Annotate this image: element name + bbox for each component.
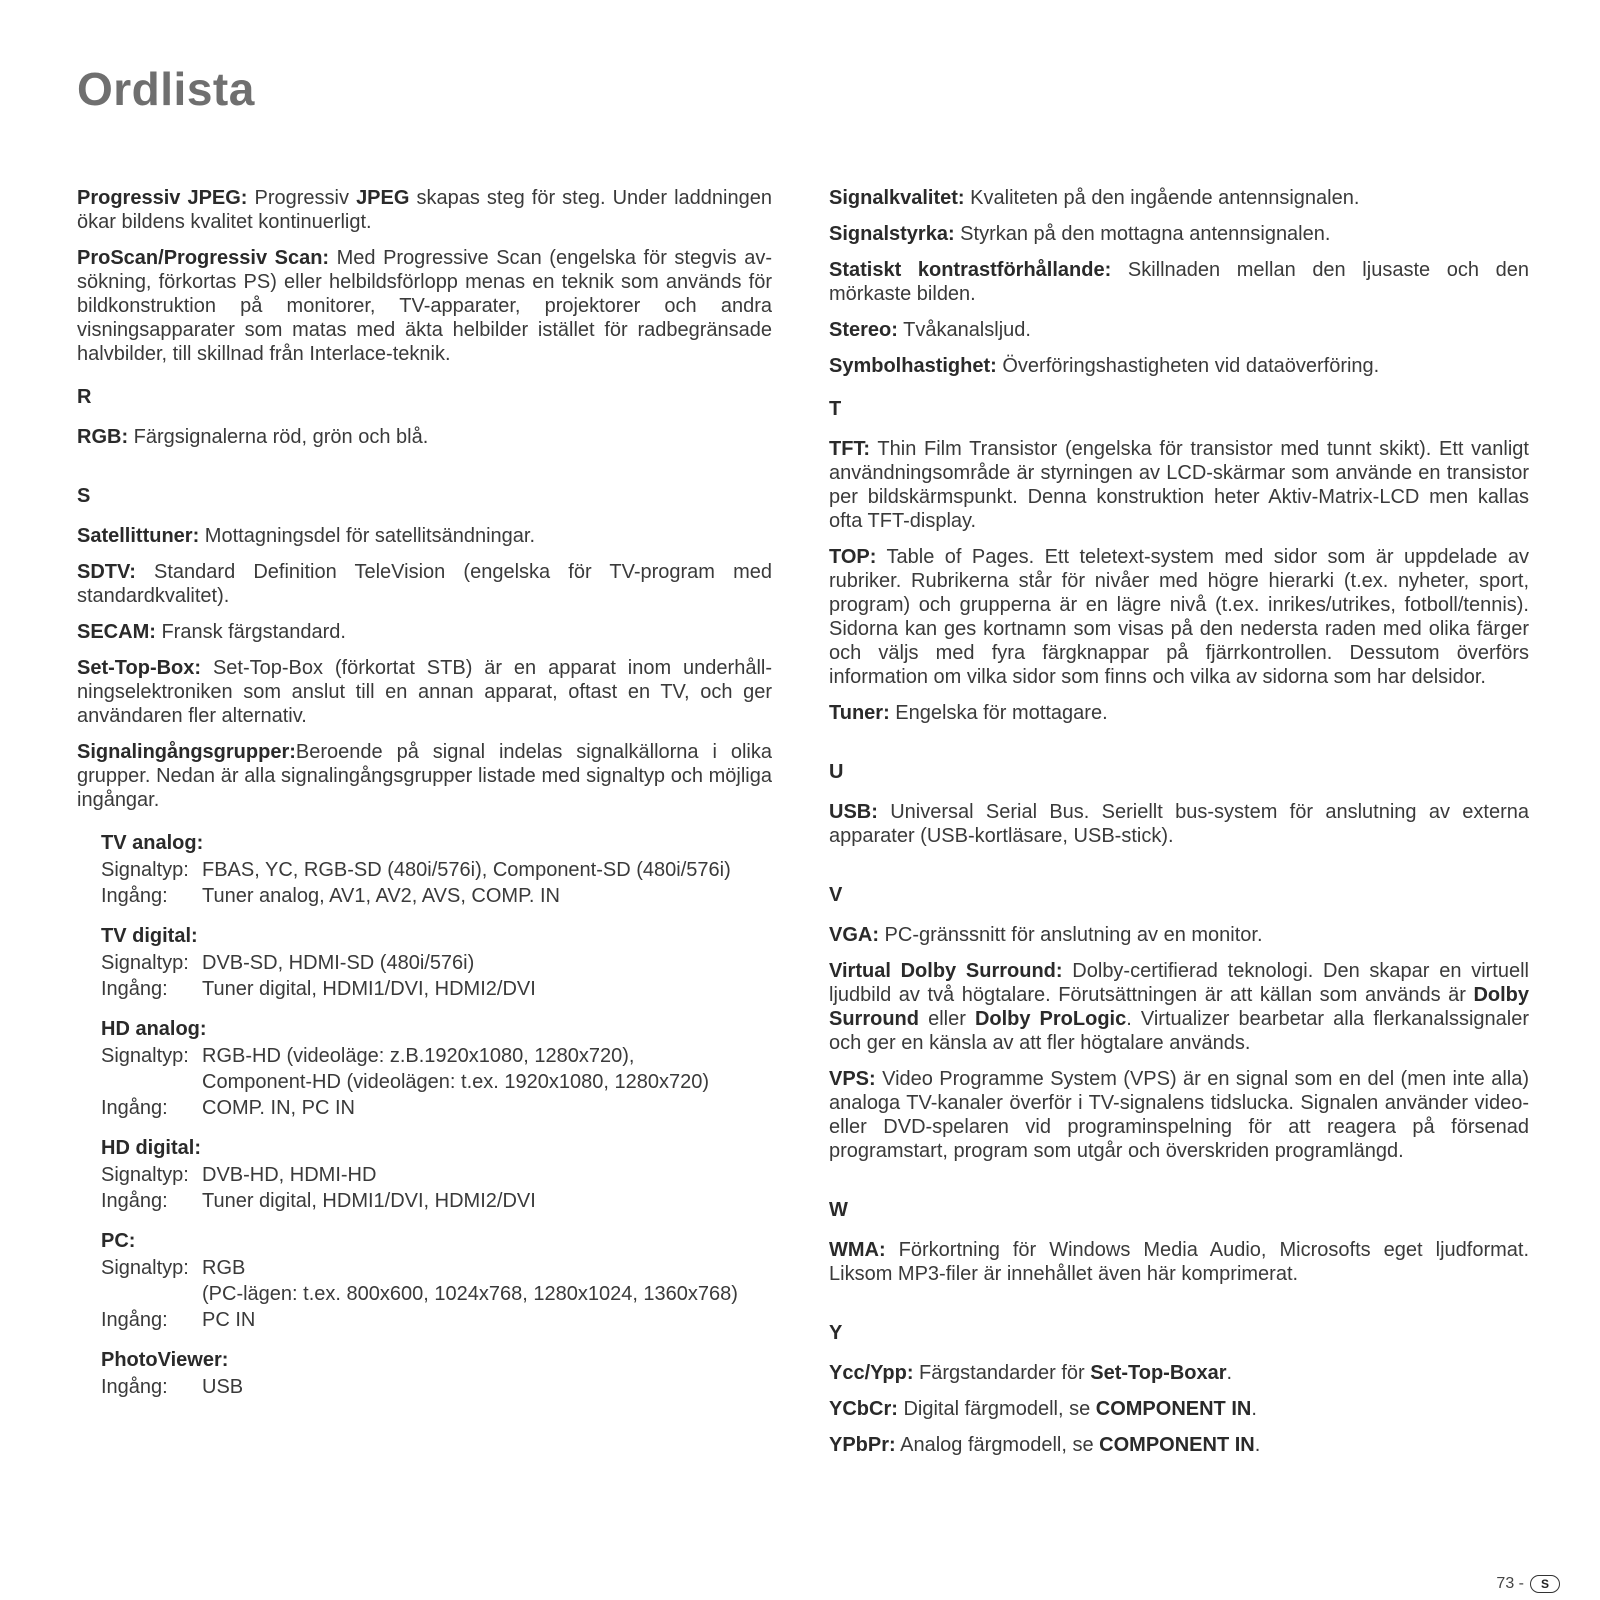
definition-text: Set-Top-Box (förkortat STB) är en apparat inom underhållningselektroniken som anslut till en annan apparat, oftast en TV, och ger användaren fler alternativ. — [77, 657, 772, 727]
glossary-entry — [829, 800, 1529, 848]
right-intro — [829, 186, 1529, 378]
page-number — [1496, 1575, 1560, 1593]
glossary-entry — [77, 246, 772, 366]
page-number-text: 73 - — [1496, 1575, 1524, 1592]
section-letter: W — [829, 1199, 848, 1221]
page-title: Ordlista — [77, 63, 255, 115]
glossary-entry — [829, 1397, 1529, 1421]
definition-text: . — [1251, 1398, 1257, 1420]
signal-group — [101, 1135, 772, 1214]
signal-row-label: Signaltyp: — [101, 1164, 189, 1186]
signal-group-title: PC: — [101, 1230, 136, 1252]
signal-row — [101, 1374, 772, 1400]
emphasis-text: JPEG — [356, 187, 410, 209]
glossary-term: Tuner: — [829, 702, 890, 724]
glossary-term: RGB: — [77, 426, 129, 448]
glossary-term: Set-Top-Box: — [77, 657, 202, 679]
definition-text: Färgstandarder för — [913, 1362, 1091, 1384]
glossary-entry — [829, 222, 1529, 246]
signal-row-label: Signaltyp: — [101, 1257, 189, 1279]
signal-row-label: Ingång: — [101, 1309, 168, 1331]
signal-row-values — [202, 1374, 772, 1400]
signal-group-title: TV analog: — [101, 832, 204, 854]
glossary-term: Virtual Dolby Surround: — [829, 960, 1063, 982]
definition-text: Fransk färgstandard. — [155, 621, 346, 643]
glossary-term: YCbCr: — [829, 1398, 898, 1420]
signal-row — [101, 1255, 772, 1307]
definition-text: Video Programme System (VPS) är en signal som en del (men inte alla) analoga TV-kanaler överför i TV-signalens tidslucka. Signalen använder video- eller DVD-spelaren vid programinspelning för att reagera på försenad programstart, program som utgår och överskriden programlängd. — [829, 1068, 1529, 1162]
glossary-entry — [829, 545, 1529, 689]
signal-row — [101, 1162, 772, 1188]
glossary-entry — [77, 560, 772, 608]
definition-text: Digital färgmodell, se — [897, 1398, 1096, 1420]
glossary-entry — [77, 620, 772, 644]
glossary-term: SDTV: — [77, 561, 136, 583]
signal-row — [101, 1095, 772, 1121]
glossary-term: TFT: — [829, 438, 871, 460]
glossary-entry — [829, 186, 1529, 210]
definition-text: Överföringshastigheten vid dataöverföring. — [996, 355, 1380, 377]
glossary-term: USB: — [829, 801, 878, 823]
signal-row-label: Ingång: — [101, 978, 168, 1000]
signal-row — [101, 1188, 772, 1214]
signal-group — [101, 1347, 772, 1400]
signal-row-label: Signaltyp: — [101, 1045, 189, 1067]
glossary-term: Satellittuner: — [77, 525, 200, 547]
language-badge: S — [1530, 1575, 1560, 1593]
glossary-entry — [77, 740, 772, 812]
signal-row-value: Component-HD (videolägen: t.ex. 1920x1080, 1280x720) — [202, 1071, 709, 1093]
definition-text: . — [1226, 1362, 1233, 1384]
definition-text: Standard Definition TeleVision (engelska för TV-program med standardkvalitet). — [77, 561, 772, 607]
signal-row-value: FBAS, YC, RGB-SD (480i/576i), Component-SD (480i/576i) — [202, 859, 731, 881]
signal-row-value: Tuner digital, HDMI1/DVI, HDMI2/DVI — [202, 1190, 536, 1212]
left-sections — [77, 386, 772, 812]
glossary-entry — [829, 318, 1529, 342]
signal-group-title: HD digital: — [101, 1137, 201, 1159]
definition-text: Universal Serial Bus. Seriellt bus-system för anslutning av externa apparater (USB-kortläsare, USB-stick). — [829, 801, 1529, 847]
section-letter: T — [829, 398, 842, 420]
signal-row-values — [202, 1095, 772, 1121]
glossary-entry — [829, 923, 1529, 947]
glossary-term: ProScan/Progressiv Scan: — [77, 247, 330, 269]
signal-row — [101, 950, 772, 976]
glossary-term: Ycc/Ypp: — [829, 1362, 914, 1384]
glossary-term: Signalingångsgrupper: — [77, 741, 296, 763]
signal-row-value: RGB-HD (videoläge: z.B.1920x1080, 1280x720), — [202, 1045, 635, 1067]
signal-group-title: TV digital: — [101, 925, 198, 947]
section-letter: U — [829, 761, 844, 783]
glossary-term: VPS: — [829, 1068, 876, 1090]
definition-text: Beroende på signal indelas signalkällorna i olika grupper. Nedan är alla signalingångsgrupper listade med signaltyp och möjliga ingångar. — [77, 741, 772, 811]
definition-text: Engelska för mottagare. — [889, 702, 1108, 724]
definition-text: PC-gränssnitt för anslutning av en monitor. — [879, 924, 1263, 946]
glossary-entry — [77, 656, 772, 728]
emphasis-text: Set-Top-Boxar — [1090, 1362, 1227, 1384]
signal-row-values — [202, 1255, 772, 1307]
signal-group-list — [101, 830, 772, 1400]
signal-group — [101, 923, 772, 1002]
signal-row-values — [202, 857, 772, 883]
glossary-entry — [77, 186, 772, 234]
signal-row — [101, 1043, 772, 1095]
signal-group-title: PhotoViewer: — [101, 1349, 229, 1371]
glossary-entry — [829, 258, 1529, 306]
glossary-term: TOP: — [829, 546, 877, 568]
signal-row-values — [202, 1188, 772, 1214]
definition-text: . Virtualizer bearbetar alla flerkanalssignaler och ger en känsla av att fler högtalare används. — [829, 1008, 1529, 1054]
signal-row-value: PC IN — [202, 1309, 256, 1331]
definition-text: Progressiv — [247, 187, 357, 209]
glossary-entry — [829, 437, 1529, 533]
signal-row-values — [202, 1043, 772, 1095]
definition-text: eller — [919, 1008, 975, 1030]
right-sections — [829, 398, 1529, 1457]
glossary-entry — [77, 524, 772, 548]
definition-text: Analog färgmodell, se — [895, 1434, 1100, 1456]
definition-text: Med Progressive Scan (engelska för stegvis avsökning, förkortas PS) eller helbildsförlopp menas en teknik som används för bildkonstruktion på monitorer, TV-apparater, projektorer och andra visningsapparater som matas med äkta helbilder istället för radbegränsade halvbilder, till skillnad från Interlace-teknik. — [77, 247, 772, 365]
glossary-entry — [829, 959, 1529, 1055]
signal-row-value: (PC-lägen: t.ex. 800x600, 1024x768, 1280x1024, 1360x768) — [202, 1283, 738, 1305]
glossary-term: Symbolhastighet: — [829, 355, 997, 377]
section-letter: R — [77, 386, 92, 408]
signal-row-value: RGB — [202, 1257, 246, 1279]
emphasis-text: COMPONENT IN — [1095, 1398, 1252, 1420]
glossary-term: Statiskt kontrastförhållande: — [829, 259, 1112, 281]
emphasis-text: COMPONENT IN — [1099, 1434, 1255, 1456]
glossary-entry — [829, 1433, 1529, 1457]
signal-row-label: Ingång: — [101, 885, 168, 907]
signal-group-title: HD analog: — [101, 1018, 207, 1040]
signal-row-value: COMP. IN, PC IN — [202, 1097, 355, 1119]
definition-text: Mottagningsdel för satellitsändningar. — [199, 525, 536, 547]
signal-row — [101, 1307, 772, 1333]
signal-row-label: Ingång: — [101, 1097, 168, 1119]
signal-row-values — [202, 950, 772, 976]
definition-text: Färgsignalerna röd, grön och blå. — [128, 426, 429, 448]
glossary-term: VGA: — [829, 924, 879, 946]
definition-text: Dolby-certifierad teknologi. Den skapar en virtuell ljudbild av två högtalare. Förutsättningen är att källan som används är — [829, 960, 1529, 1006]
glossary-term: Signalkvalitet: — [829, 187, 965, 209]
signal-row-values — [202, 883, 772, 909]
left-column — [77, 186, 772, 1414]
signal-group — [101, 830, 772, 909]
definition-text: Kvaliteten på den ingående antennsignalen. — [964, 187, 1360, 209]
glossary-term: SECAM: — [77, 621, 156, 643]
glossary-entry — [77, 425, 772, 449]
glossary-term: Signalstyrka: — [829, 223, 955, 245]
right-column — [829, 186, 1529, 1469]
signal-row-values — [202, 1162, 772, 1188]
signal-row-value: Tuner digital, HDMI1/DVI, HDMI2/DVI — [202, 978, 536, 1000]
definition-text: Table of Pages. Ett teletext-system med sidor som är uppdelade av rubriker. Rubrikerna står för nivåer med högre hierarki (t.ex. nyheter, sport, program) och grupperna är en lägre nivå (t.ex. inrikes/utrikes, fotboll/tennis). Sidorna kan ges kortnamn som visas på den nedersta raden med olika färger och väljs med fyra färgknappar på fjärrkontrollen. Dessutom överförs information om vilka sidor som finns och vilka av sidorna som har delsidor. — [829, 546, 1529, 688]
definition-text: . — [1254, 1434, 1261, 1456]
glossary-term: Progressiv JPEG: — [77, 187, 248, 209]
signal-row — [101, 976, 772, 1002]
definition-text: Thin Film Transistor (engelska för transistor med tunnt skikt). Ett vanligt användningsområde är styrningen av LCD-skärmar som använde en transistor per bildskärmspunkt. Denna konstruktion heter Aktiv-Matrix-LCD men kallas ofta TFT-display. — [829, 438, 1529, 532]
glossary-term: WMA: — [829, 1239, 886, 1261]
signal-row-value: DVB-HD, HDMI-HD — [202, 1164, 377, 1186]
definition-text: skapas steg för steg. Under laddningen ökar bildens kvalitet kontinuerligt. — [77, 187, 772, 233]
left-intro — [77, 186, 772, 366]
emphasis-text: Dolby ProLogic — [974, 1008, 1127, 1030]
definition-text: Förkortning för Windows Media Audio, Microsofts eget ljudformat. Liksom MP3-filer är innehållet även här komprimerat. — [829, 1239, 1529, 1285]
signal-row-values — [202, 976, 772, 1002]
glossary-entry — [829, 1361, 1529, 1385]
glossary-entry — [829, 701, 1529, 725]
signal-row-value: DVB-SD, HDMI-SD (480i/576i) — [202, 952, 475, 974]
signal-row-value: USB — [202, 1376, 244, 1398]
glossary-entry — [829, 1238, 1529, 1286]
signal-row-label: Signaltyp: — [101, 859, 189, 881]
section-letter: V — [829, 884, 843, 906]
glossary-term: Stereo: — [829, 319, 898, 341]
signal-row — [101, 857, 772, 883]
definition-text: Tvåkanalsljud. — [897, 319, 1031, 341]
glossary-term: YPbPr: — [829, 1434, 896, 1456]
signal-row-label: Signaltyp: — [101, 952, 189, 974]
definition-text: Skillnaden mellan den ljusaste och den mörkaste bilden. — [829, 259, 1529, 305]
signal-row-values — [202, 1307, 772, 1333]
section-letter: Y — [829, 1322, 843, 1344]
signal-group — [101, 1016, 772, 1121]
section-letter: S — [77, 485, 91, 507]
definition-text: Styrkan på den mottagna antennsignalen. — [954, 223, 1331, 245]
glossary-entry — [829, 1067, 1529, 1163]
glossary-entry — [829, 354, 1529, 378]
emphasis-text: Dolby Surround — [829, 984, 1529, 1030]
signal-row-label: Ingång: — [101, 1190, 168, 1212]
signal-row — [101, 883, 772, 909]
signal-row-value: Tuner analog, AV1, AV2, AVS, COMP. IN — [202, 885, 560, 907]
signal-group — [101, 1228, 772, 1333]
signal-row-label: Ingång: — [101, 1376, 168, 1398]
